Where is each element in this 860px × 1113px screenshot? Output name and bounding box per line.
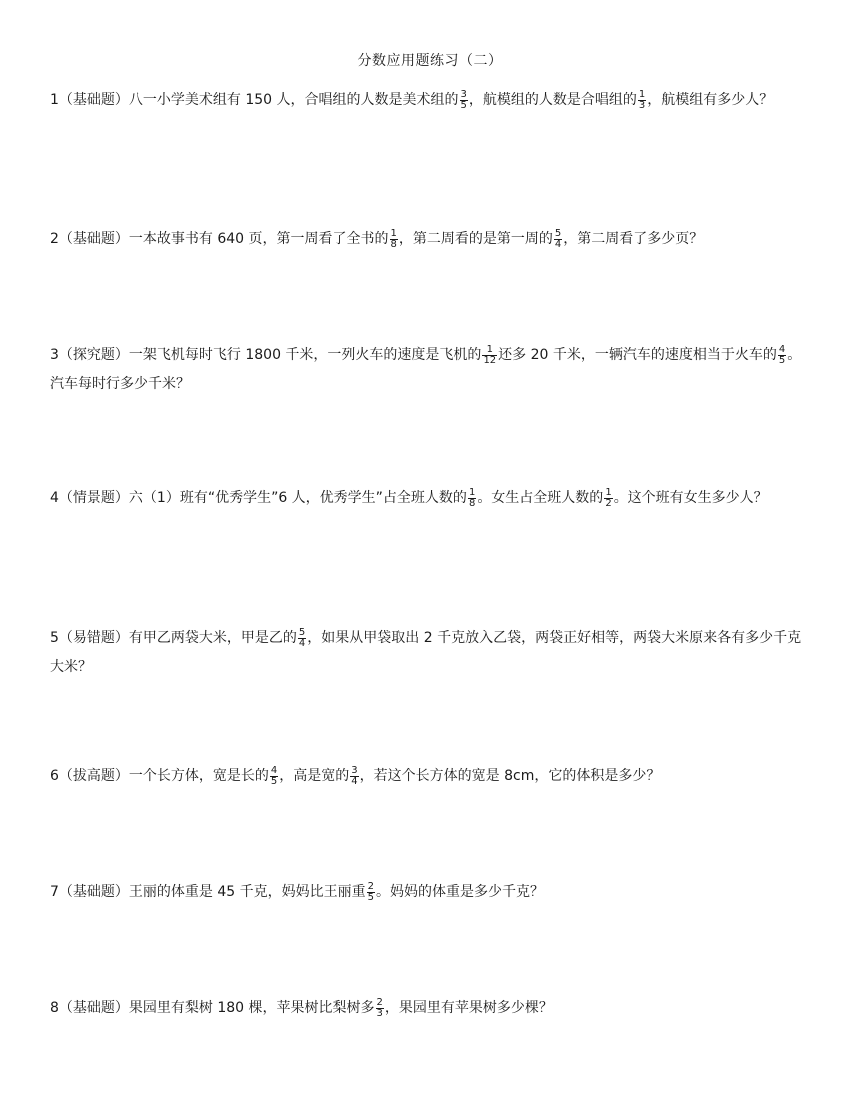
problem-8 — [50, 994, 810, 1023]
fraction-numerator: 5 — [298, 626, 306, 638]
fraction-numerator: 1 — [638, 88, 646, 100]
problem-text: 3（探究题）一架飞机每时飞行 1800 千米，一列火车的速度是飞机的 — [50, 347, 482, 363]
fraction-denominator: 2 — [605, 497, 612, 509]
problem-text: 。汽车每时行多少千米？ — [50, 347, 802, 392]
problem-6 — [50, 762, 810, 791]
problem-text: 。妈妈的体重是多少千克？ — [376, 884, 544, 900]
problem-text: ，第二周看的是第一周的 — [398, 231, 553, 247]
problem-text: ，高是宽的 — [279, 768, 350, 784]
fraction — [604, 488, 612, 509]
fraction-numerator: 1 — [605, 486, 612, 498]
fraction-numerator: 2 — [367, 880, 374, 892]
fraction — [460, 90, 468, 111]
fraction — [367, 882, 375, 903]
problem-text: 1（基础题）八一小学美术组有 150 人，合唱组的人数是美术组的 — [50, 92, 459, 108]
problem-3 — [50, 341, 810, 399]
fraction-denominator: 5 — [778, 354, 786, 366]
problem-text: ，果园里有苹果树多少棵？ — [384, 1000, 553, 1016]
fraction-denominator: 3 — [376, 1007, 383, 1019]
fraction-denominator: 4 — [351, 775, 358, 787]
fraction-denominator: 3 — [638, 99, 646, 111]
problem-text: 。这个班有女生多少人？ — [613, 490, 768, 506]
problem-1 — [50, 86, 810, 115]
fraction-denominator: 8 — [390, 238, 397, 250]
problem-text: 8（基础题）果园里有梨树 180 棵，苹果树比梨树多 — [50, 1000, 375, 1016]
problem-text: ，航模组的人数是合唱组的 — [468, 92, 637, 108]
page-title: 分数应用题练习（二） — [357, 53, 503, 69]
fraction-denominator: 5 — [367, 891, 374, 903]
fraction-numerator: 3 — [460, 88, 467, 100]
fraction-numerator: 1 — [468, 486, 476, 498]
problem-text: ，航模组有多少人？ — [647, 92, 774, 108]
fraction-denominator: 4 — [298, 637, 306, 649]
problem-text: 4（情景题）六（1）班有“优秀学生”6 人，优秀学生”占全班人数的 — [50, 490, 467, 506]
problem-4 — [50, 484, 810, 513]
fraction — [778, 345, 786, 366]
fraction — [390, 229, 398, 250]
problem-2 — [50, 225, 810, 254]
problem-text: 7（基础题）王丽的体重是 45 千克，妈妈比王丽重 — [50, 884, 366, 900]
fraction-numerator: 5 — [554, 227, 562, 239]
fraction-denominator: 5 — [460, 99, 467, 111]
problem-text: 还多 20 千米，一辆汽车的速度相当于火车的 — [498, 347, 777, 363]
fraction — [482, 345, 497, 366]
problem-text: 2（基础题）一本故事书有 640 页，第一周看了全书的 — [50, 231, 389, 247]
fraction-numerator: 1 — [390, 227, 397, 239]
fraction — [298, 628, 306, 649]
fraction-denominator: 5 — [270, 775, 278, 787]
fraction — [638, 90, 646, 111]
fraction-numerator: 3 — [351, 764, 358, 776]
problem-text: 5（易错题）有甲乙两袋大米，甲是乙的 — [50, 630, 297, 646]
fraction — [554, 229, 562, 250]
problem-text: 6（拔高题）一个长方体，宽是长的 — [50, 768, 269, 784]
fraction-denominator: 12 — [483, 354, 497, 366]
problem-text: ，第二周看了多少页？ — [563, 231, 704, 247]
fraction-numerator: 1 — [486, 343, 493, 355]
problem-7 — [50, 878, 810, 907]
fraction-denominator: 4 — [554, 238, 562, 250]
problem-text: ，若这个长方体的宽是 8cm，它的体积是多少？ — [359, 768, 661, 784]
problem-text: ，如果从甲袋取出 2 千克放入乙袋，两袋正好相等，两袋大米原来各有多少千克大米？ — [50, 630, 802, 675]
problem-5 — [50, 624, 810, 682]
fraction-numerator: 4 — [270, 764, 278, 776]
fraction-denominator: 8 — [468, 497, 476, 509]
fraction — [270, 766, 278, 787]
fraction — [468, 488, 476, 509]
fraction-numerator: 4 — [778, 343, 786, 355]
fraction — [376, 998, 384, 1019]
problem-text: 。女生占全班人数的 — [477, 490, 604, 506]
fraction — [350, 766, 358, 787]
fraction-numerator: 2 — [376, 996, 383, 1008]
